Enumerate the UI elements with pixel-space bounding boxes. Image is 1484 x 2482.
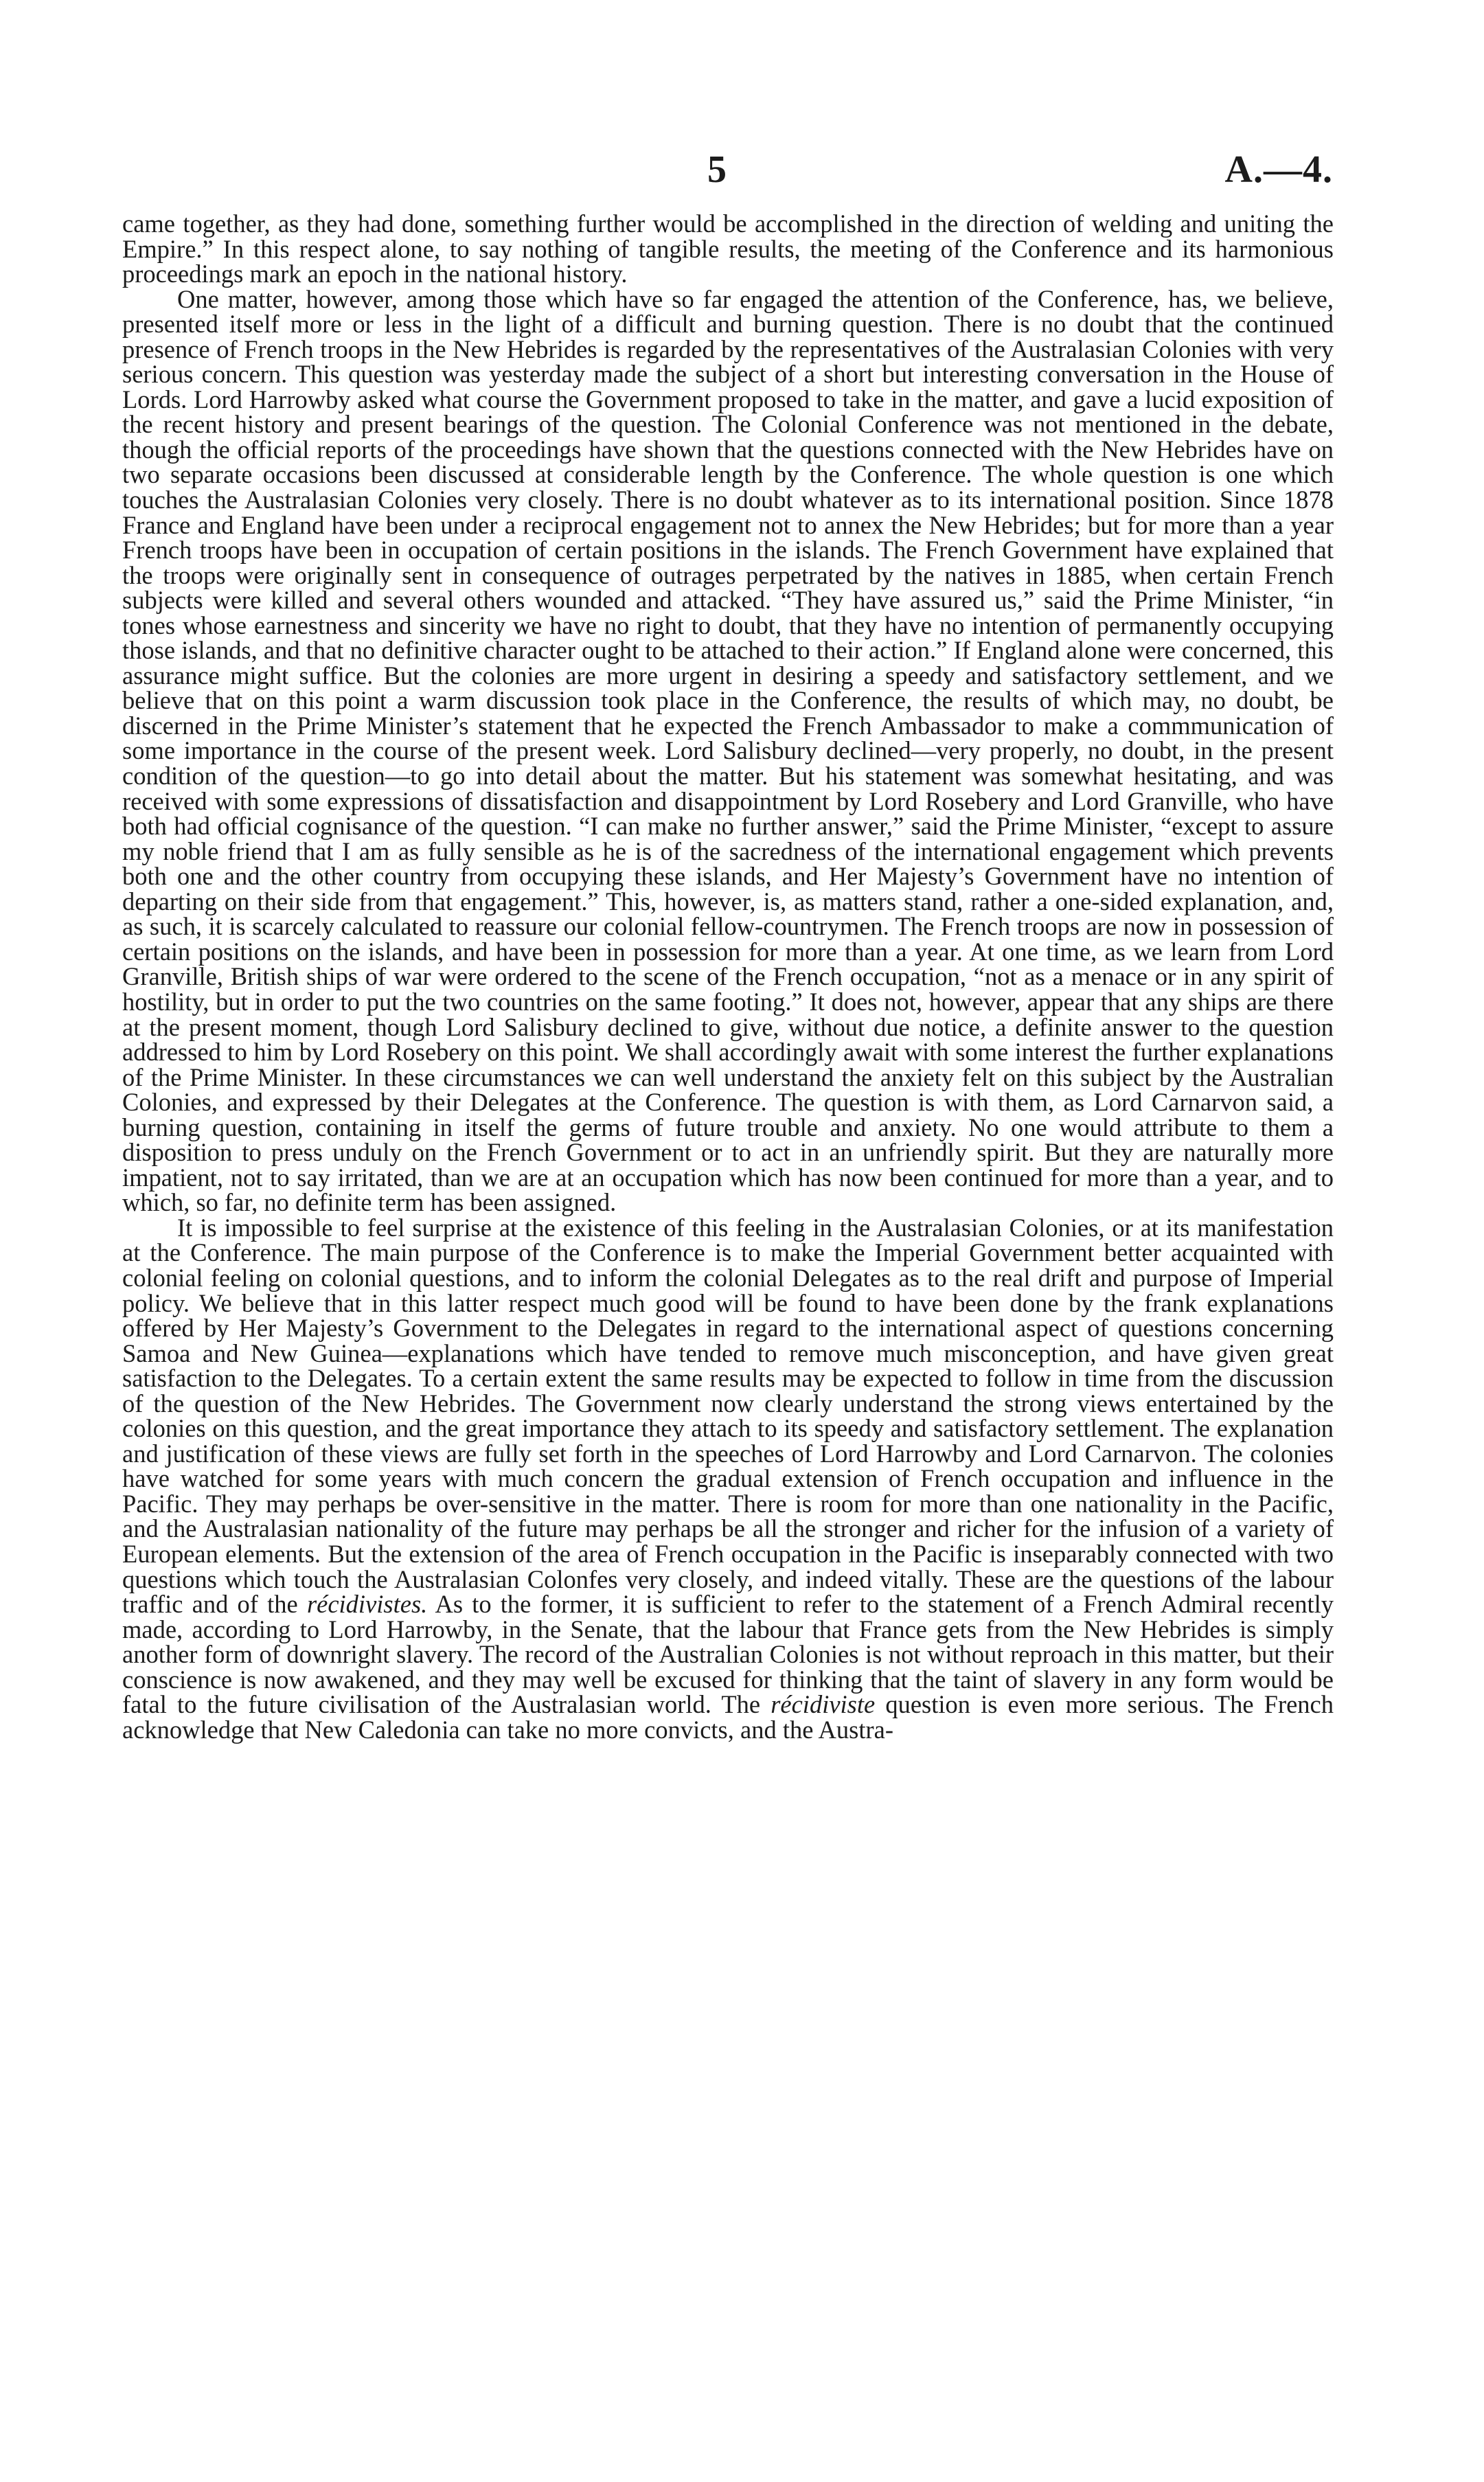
paragraph-text-part-3: question is even more serious. The French acknowledge that New Caledonia can take no more convicts, and the Austra- bbox=[122, 1690, 1334, 1744]
article-body bbox=[122, 209, 1334, 1744]
paragraph-continuation: came together, as they had done, something further would be accomplished in the direction of welding and uniting the Empire.” In this respect alone, to say nothing of tangible results, the meeting of the Conference and its harmonious proceedings mark an epoch in the national history. bbox=[122, 209, 1334, 288]
paragraph-new-hebrides: One matter, however, among those which have so far engaged the attention of the Conference, has, we believe, presented itself more or less in the light of a difficult and burning question. There is no doubt that the continued presence of French troops in the New Hebrides is regarded by the representatives of the Australasian Colonies with very serious concern. This question was yesterday made the subject of a short but interesting conversation in the House of Lords. Lord Harrowby asked what course the Government proposed to take in the matter, and gave a lucid exposition of the recent history and present bearings of the question. The Colonial Conference was not mentioned in the debate, though the official reports of the proceedings have shown that the questions connected with the New Hebrides have on two separate occasions been discussed at considerable length by the Conference. The whole question is one which touches the Australasian Colonies very closely. There is no doubt whatever as to its international position. Since 1878 France and England have been under a reciprocal engagement not to annex the New Hebrides; but for more than a year French troops have been in occupation of certain positions in the islands. The French Government have explained that the troops were originally sent in consequence of outrages perpetrated by the natives in 1885, when certain French subjects were killed and several others wounded and attacked. “They have assured us,” said the Prime Minister, “in tones whose earnestness and sincerity we have no right to doubt, that they have no intention of permanently occupying those islands, and that no definitive character ought to be attached to their action.” If England alone were concerned, this assurance might suffice. But the colonies are more urgent in desiring a speedy and satisfactory settlement, and we believe that on this point a warm discussion took place in the Conference, the results of which may, no doubt, be discerned in the Prime Minister’s statement that he expected the French Ambassador to make a commmunication of some importance in the course of the present week. Lord Salisbury declined—very properly, no doubt, in the present condition of the question—to go into detail about the matter. But his statement was somewhat hesitating, and was received with some expressions of dissatisfaction and disappointment by Lord Rosebery and Lord Granville, who have both had official cognisance of the question. “I can make no further answer,” said the Prime Minister, “except to assure my noble friend that I am as fully sensible as he is of the sacredness of the international engagement which prevents both one and the other country from occupying these islands, and Her Majesty’s Government have no intention of departing on their side from that engagement.” This, however, is, as matters stand, rather a one-sided explanation, and, as such, it is scarcely calculated to reassure our colonial fellow-countrymen. The French troops are now in possession of certain positions on the islands, and have been in possession for more than a year. At one time, as we learn from Lord Granville, British ships of war were ordered to the scene of the French occupation, “not as a menace or in any spirit of hostility, but in order to put the two countries on the same footing.” It does not, however, appear that any ships are there at the present moment, though Lord Salisbury declined to give, without due notice, a definite answer to the question addressed to him by Lord Rosebery on this point. We shall accordingly await with some interest the further explanations of the Prime Minister. In these circumstances we can well understand the anxiety felt on this subject by the Australian Colonies, and expressed by their Delegates at the Conference. The question is with them, as Lord Carnarvon said, a burning question, containing in itself the germs of future trouble and anxiety. No one would attribute to them a disposition to press unduly on the French Government or to act in an unfriendly spirit. But they are naturally more impatient, not to say irritated, than we are at an occupation which has now been continued for more than a year, and to which, so far, no definite term has been assigned. bbox=[122, 284, 1334, 1217]
italic-term-recidiviste: récidiviste bbox=[770, 1690, 876, 1719]
document-reference: A.—4. bbox=[1224, 148, 1333, 191]
paragraph-conference-purpose bbox=[122, 1213, 1334, 1744]
paragraph-text-part-2: As to the former, it is sufficient to refer to the statement of a French Admiral recently made, according to Lord Harrowby, in the Senate, that the labour that France gets from the New Hebrides is simply another form of downright slavery. The record of the Australian Colonies is not without reproach in this matter, but their conscience is now awakened, and they may well be excused for thinking that the taint of slavery in any form would be fatal to the future civilisation of the Australasian world. The bbox=[122, 1590, 1334, 1719]
page-number: 5 bbox=[707, 148, 727, 191]
page-header bbox=[0, 146, 1484, 194]
paragraph-text-part-1: It is impossible to feel surprise at the existence of this feeling in the Australasian Colonies, or at its manifestation at the Conference. The main purpose of the Conference is to make the Imperial Government better acquainted with colonial feeling on colonial questions, and to inform the colonial Delegates as to the real drift and purpose of Imperial policy. We believe that in this latter respect much good will be found to have been done by the frank explanations offered by Her Majesty’s Government to the Delegates in regard to the international aspect of questions concerning Samoa and New Guinea—explanations which have tended to remove much misconception, and have given great satisfaction to the Delegates. To a certain extent the same results may be expected to follow in time from the discussion of the question of the New Hebrides. The Government now clearly understand the strong views entertained by the colonies on this question, and the great importance they attach to its speedy and satisfactory settlement. The explanation and justification of these views are fully set forth in the speeches of Lord Harrowby and Lord Carnarvon. The colonies have watched for some years with much concern the gradual extension of French occupation and influence in the Pacific. They may perhaps be over-sensitive in the matter. There is room for more than one nationality in the Pacific, and the Australasian nationality of the future may perhaps be all the stronger and richer for the infusion of a variety of European elements. But the extension of the area of French occupation in the Pacific is inseparably connected with two questions which touch the Australasian Colonfes very closely, and indeed vitally. These are the questions of the labour traffic and of the bbox=[122, 1213, 1334, 1619]
italic-term-recidivistes: récidivistes. bbox=[306, 1590, 428, 1619]
